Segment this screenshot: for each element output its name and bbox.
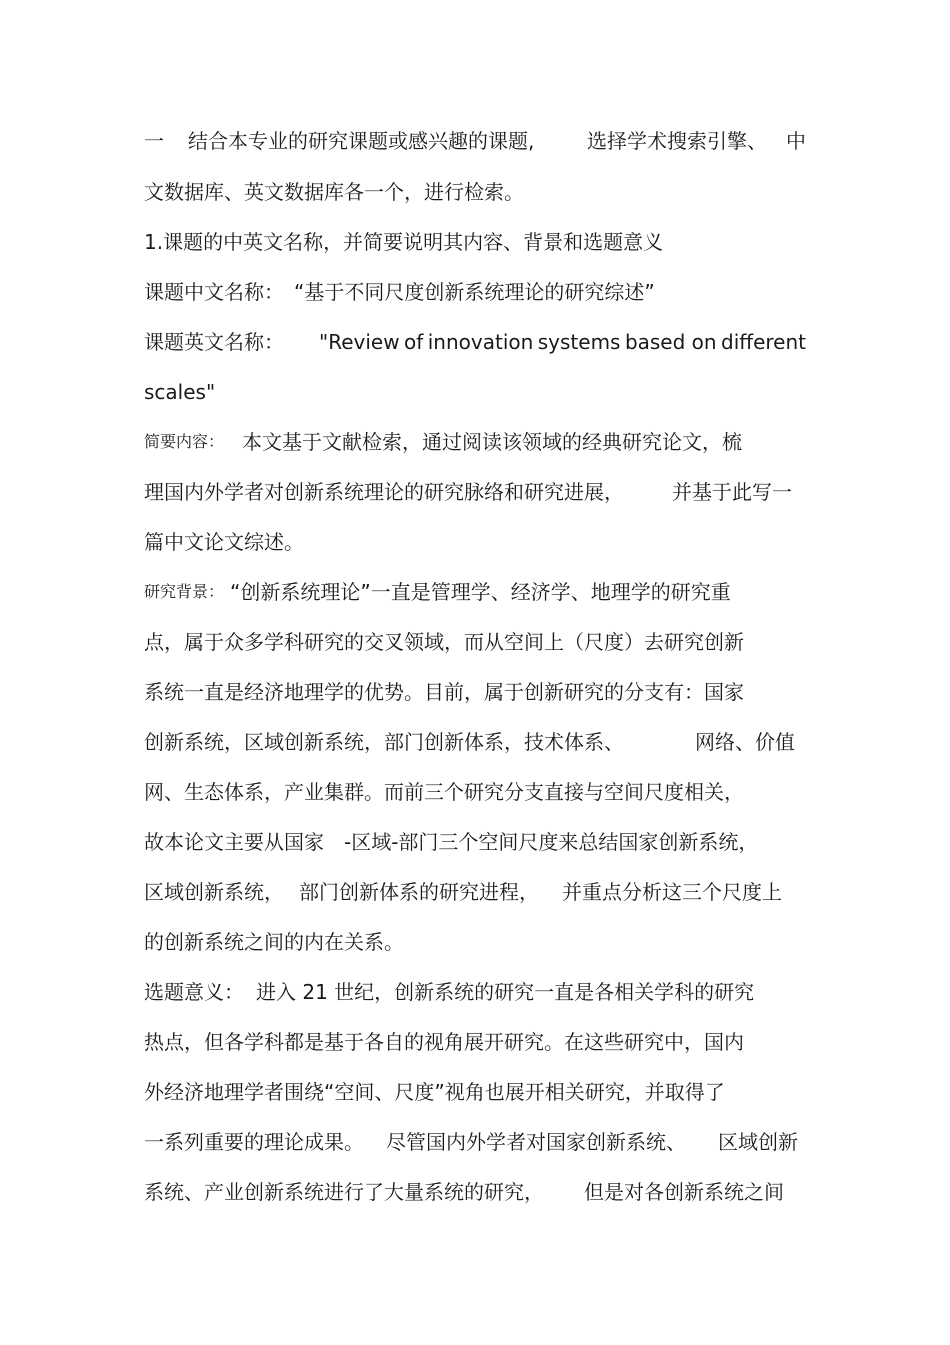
background-text: 创新系统，区域创新系统，部门创新体系，技术体系、: [144, 730, 624, 754]
significance-text: 系统、产业创新系统进行了大量系统的研究，: [144, 1180, 544, 1204]
en-title-word: based on: [624, 330, 717, 354]
section-title: 1.课题的中英文名称，并简要说明其内容、背景和选题意义: [144, 230, 664, 254]
significance-line-2: 热点，但各学科都是基于各自的视角展开研究。在这些研究中，国内: [144, 1030, 744, 1054]
heading-line-1: [144, 126, 806, 156]
heading-text: 结合本专业的研究课题或感兴趣的课题,: [188, 129, 535, 153]
significance-text: 一系列重要的理论成果。: [144, 1130, 364, 1154]
en-title-line: [144, 327, 806, 357]
background-text: 并重点分析这三个尺度上: [562, 880, 782, 904]
significance-text: 尽管国内外学者对国家创新系统、: [386, 1130, 686, 1154]
background-line-3: 系统一直是经济地理学的优势。目前，属于创新研究的分支有：国家: [144, 680, 744, 704]
background-text: “创新系统理论”一直是管理学、经济学、地理学的研究重: [230, 580, 731, 604]
en-title-word: systems: [537, 330, 621, 354]
en-title-value: [319, 327, 806, 357]
background-line-4: [144, 727, 806, 757]
significance-line-3: 外经济地理学者围绕“空间、尺度”视角也展开相关研究，并取得了: [144, 1080, 725, 1104]
background-text: 区域创新系统，: [144, 880, 284, 904]
summary-text: 并基于此写一: [672, 480, 792, 504]
cn-title-value: “基于不同尺度创新系统理论的研究综述”: [294, 280, 655, 304]
en-title-word: "Review: [319, 330, 400, 354]
summary-line-1: [144, 427, 806, 457]
summary-text: 本文基于文献检索，通过阅读该领域的经典研究论文，梳: [242, 430, 742, 454]
background-text: 网络、价值: [695, 730, 795, 754]
significance-line-1: [144, 977, 806, 1007]
background-line-5: 网、生态体系，产业集群。而前三个研究分支直接与空间尺度相关，: [144, 780, 744, 804]
cn-title-label: 课题中文名称：: [144, 280, 284, 304]
heading-line-2: 文数据库、英文数据库各一个，进行检索。: [144, 180, 524, 204]
en-title-word: of: [404, 330, 424, 354]
significance-text: 进入 21 世纪，创新系统的研究一直是各相关学科的研究: [256, 980, 755, 1004]
summary-text: 理国内外学者对创新系统理论的研究脉络和研究进展，: [144, 480, 624, 504]
significance-text: 区域创新: [718, 1130, 798, 1154]
heading-numeral: 一: [144, 129, 164, 153]
significance-label: 选题意义：: [144, 980, 244, 1004]
heading-text-2: 选择学术搜索引擎、: [587, 129, 767, 153]
heading-text-3: 中: [786, 129, 806, 153]
summary-label: 简要内容：: [144, 432, 225, 451]
en-title-label: 课题英文名称：: [144, 330, 284, 354]
cn-title-line: [144, 277, 806, 307]
significance-text: 但是对各创新系统之间: [584, 1180, 784, 1204]
significance-line-4: [144, 1127, 806, 1157]
en-title-line-2: scales": [144, 380, 216, 404]
background-line-1: [144, 577, 806, 607]
en-title-word: different: [721, 330, 806, 354]
en-title-word: innovation: [427, 330, 534, 354]
significance-line-5: [144, 1177, 806, 1207]
summary-line-2: [144, 477, 806, 507]
background-line-7: [144, 877, 806, 907]
background-line-8: 的创新系统之间的内在关系。: [144, 930, 404, 954]
summary-line-3: 篇中文论文综述。: [144, 530, 304, 554]
background-line-6: [144, 827, 806, 857]
background-text: 故本论文主要从国家: [144, 830, 324, 854]
background-text: 部门创新体系的研究进程，: [299, 880, 539, 904]
background-line-2: 点，属于众多学科研究的交叉领域，而从空间上（尺度）去研究创新: [144, 630, 744, 654]
background-label: 研究背景：: [144, 582, 225, 601]
background-text: -区域-部门三个空间尺度来总结国家创新系统，: [344, 830, 759, 854]
